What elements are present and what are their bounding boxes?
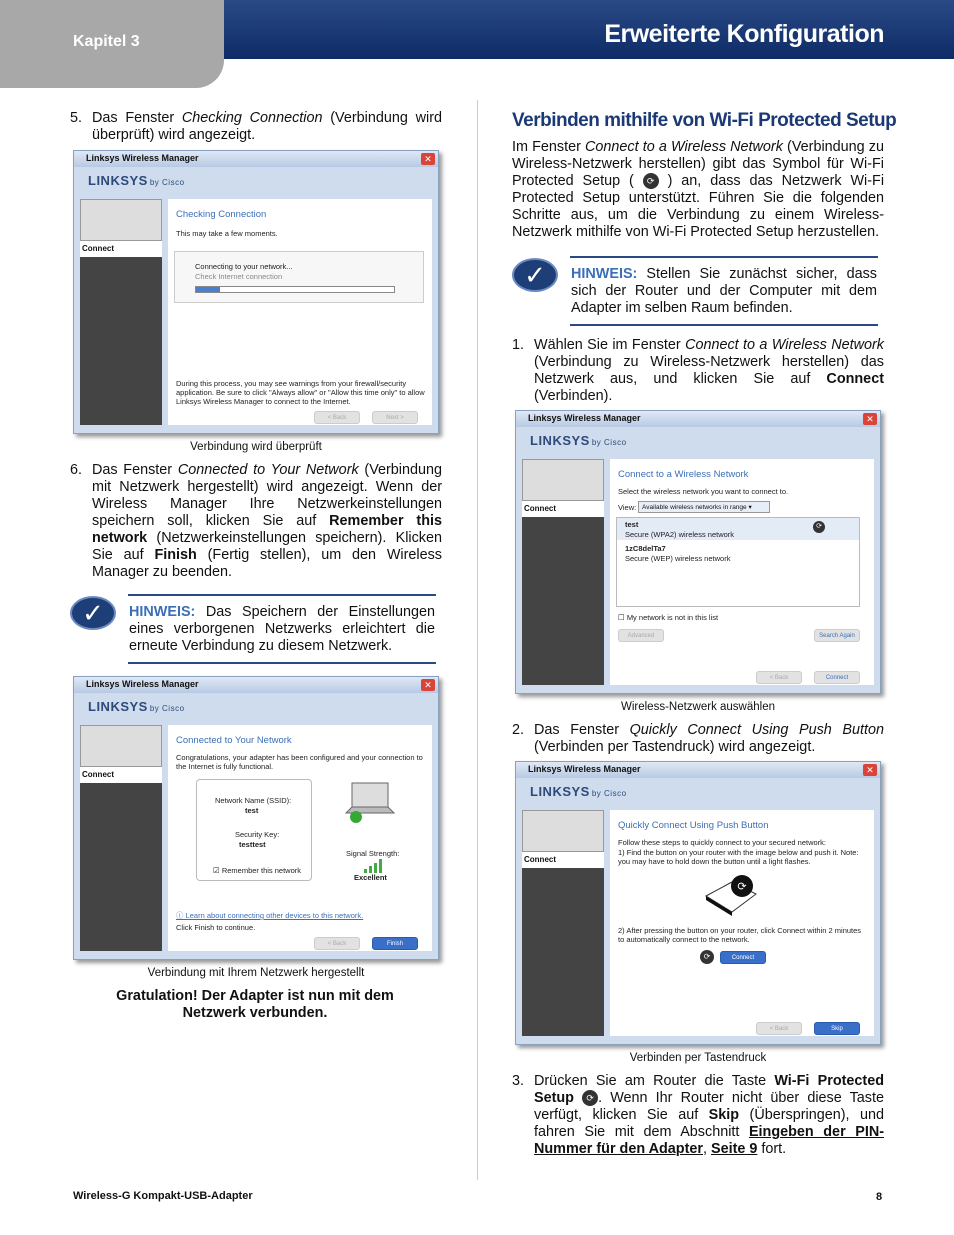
sidebar-item-connect[interactable]: Connect: [522, 501, 604, 517]
text: ) an, dass das Netzwerk Wi-Fi Protected Setup unterstützt. Führen Sie die folgenden Schritte aus, um die Verbindung zu einem Wireless-Netzwerk mithilfe von Wi-Fi Protected Setup herzustellen.: [512, 173, 885, 240]
footer-product: Wireless-G Kompakt-USB-Adapter: [73, 1190, 253, 1202]
text-bold: Remember this network: [92, 513, 442, 546]
linksys-logo: [530, 784, 627, 799]
advanced-button[interactable]: Advanced: [618, 629, 664, 642]
text-italic: Connected to Your Network: [177, 462, 359, 478]
step-number: 5.: [70, 110, 83, 126]
laptop-icon: [344, 781, 394, 815]
screenshot-checking-connection: [73, 150, 439, 434]
screenshot-connected: [73, 676, 439, 960]
panel-heading: Connect to a Wireless Network: [618, 469, 749, 480]
signal-label: Signal Strength:: [346, 849, 400, 858]
caption-1: Verbindung wird überprüft: [190, 441, 322, 453]
linksys-logo: [88, 699, 185, 714]
view-value: Available wireless networks in range: [642, 504, 747, 511]
text: (Verbindung mit Netzwerk hergestellt) wird angezeigt. Wenn der Wireless Manager Ihre Netzwerkeinstellungen speichern soll, klicken Sie auf: [92, 462, 443, 529]
note-label: HINWEIS:: [129, 604, 196, 620]
wps-icon: ⟳: [813, 521, 825, 533]
link-text: Learn about connecting other devices to this network.: [185, 911, 364, 920]
router-icon: [702, 872, 762, 919]
note-body: Stellen Sie zunächst sicher, dass sich der Router und der Computer mit dem Adapter im selben Raum befinden.: [571, 266, 877, 316]
progress-box: [174, 251, 424, 303]
sidebar-image: [522, 459, 604, 501]
view-label: View:: [618, 503, 637, 512]
step-number: 6.: [70, 462, 83, 478]
note-label: HINWEIS:: [571, 266, 638, 282]
text-italic: Checking Connection: [181, 110, 323, 126]
screenshot-push-button: [515, 761, 881, 1045]
close-icon[interactable]: ✕: [421, 153, 435, 165]
step-number: 1.: [512, 337, 525, 353]
text: (Verbindung zu Wireless-Netzwerk herstellen) gibt das Symbol für Wi-Fi Protected Setup (: [512, 139, 884, 189]
text: (Verbinden).: [534, 388, 613, 404]
window-title: Linksys Wireless Manager: [74, 677, 438, 693]
caption-4: Verbinden per Tastendruck: [629, 1052, 767, 1064]
text: (Verbindung wird überprüft) wird angezeigt.: [92, 110, 442, 143]
page-title: Erweiterte Konfiguration: [604, 20, 884, 48]
text: fort.: [757, 1141, 787, 1157]
wps-icon: ⟳: [700, 950, 714, 964]
sidebar-item-connect[interactable]: Connect: [80, 241, 162, 257]
remember-checkbox[interactable]: ☑ Remember this network: [213, 866, 302, 875]
firewall-info: During this process, you may see warnings from your firewall/security application. Be sure to click "Always allow" or "Allow this time only" to allow Linksys Wireless Manager to connect to the Internet.: [176, 379, 425, 406]
connect-button[interactable]: Connect: [814, 671, 860, 684]
step-number: 2.: [512, 722, 525, 738]
step-2-text: 2) After pressing the button on your router, click Connect within 2 minutes to automatically connect to the network.: [618, 926, 862, 944]
progress-fill: [196, 287, 220, 292]
content-panel: [168, 199, 432, 425]
not-in-list-label: My network is not in this list: [626, 613, 719, 622]
caption-2: Verbindung mit Ihrem Netzwerk hergestellt: [147, 967, 365, 979]
text: (Überspringen), und fahren Sie mit dem Abschnitt: [534, 1107, 884, 1140]
logo-text: LINKSYS: [88, 173, 148, 188]
content-panel: [610, 459, 874, 685]
logo-sub: by Cisco: [149, 178, 185, 187]
back-button[interactable]: < Back: [314, 937, 360, 950]
close-icon[interactable]: ✕: [863, 413, 877, 425]
congrats-text: Gratulation! Der Adapter ist nun mit dem Netzwerk verbunden.: [116, 988, 394, 1021]
search-again-button[interactable]: Search Again: [814, 629, 860, 642]
text-italic: Connect to a Wireless Network: [585, 139, 783, 155]
window-title: Linksys Wireless Manager: [516, 762, 880, 778]
screenshot-select-network: [515, 410, 881, 694]
skip-button[interactable]: Skip: [814, 1022, 860, 1035]
wps-icon: ⟳: [643, 173, 659, 189]
logo-sub: by Cisco: [591, 789, 627, 798]
text: (Fertig stellen), um den Wireless Manager zu beenden.: [92, 547, 442, 580]
logo-text: LINKSYS: [530, 433, 590, 448]
network-info-box: [196, 779, 312, 881]
logo-sub: by Cisco: [149, 704, 185, 713]
network-name: 1zC8delTa7: [625, 544, 666, 553]
text-bold: Wi-Fi Protected Setup: [534, 1073, 884, 1106]
sidebar: [80, 199, 162, 425]
text: Wählen Sie im Fenster: [534, 337, 686, 353]
network-security: Secure (WEP) wireless network: [625, 554, 731, 563]
sidebar-image: [80, 725, 162, 767]
note-rule-top: [128, 594, 436, 596]
caption-3: Wireless-Netzwerk auswählen: [620, 701, 776, 713]
view-select[interactable]: Available wireless networks in range ▾: [638, 501, 770, 513]
chapter-label: Kapitel 3: [73, 33, 140, 50]
learn-link[interactable]: ⓘ Learn about connecting other devices to this network.: [176, 911, 364, 920]
content-panel: [168, 725, 432, 951]
network-name: test: [625, 520, 639, 529]
checkmark-icon: ✓: [70, 596, 116, 630]
finish-button[interactable]: Finish: [372, 937, 418, 950]
text: Das Fenster: [92, 462, 178, 478]
wps-icon: ⟳: [582, 1090, 598, 1106]
remember-label: Remember this network: [221, 866, 302, 875]
note-rule-top: [570, 256, 878, 258]
text: . Wenn Ihr Router nicht über diese Taste verfügt, klicken Sie auf: [534, 1090, 884, 1123]
text-italic: Connect to a Wireless Network: [685, 337, 885, 353]
note-right: [512, 256, 878, 328]
panel-subtitle: Select the wireless network you want to connect to.: [618, 487, 789, 496]
text: ,: [702, 1141, 711, 1157]
page-header: [0, 0, 954, 88]
ssid-value: test: [245, 806, 259, 815]
text: Im Fenster: [512, 139, 586, 155]
back-button[interactable]: < Back: [756, 1022, 802, 1035]
not-in-list-checkbox[interactable]: ☐ My network is not in this list: [618, 613, 719, 622]
svg-text:⟳: ⟳: [737, 880, 747, 893]
note-rule-bottom: [128, 662, 436, 664]
next-button[interactable]: Next >: [372, 411, 418, 424]
content-panel: [610, 810, 874, 1036]
logo-text: LINKSYS: [530, 784, 590, 799]
section-heading: Verbinden mithilfe von Wi-Fi Protected Setup: [512, 110, 897, 131]
linksys-logo: [88, 173, 185, 188]
note-body: Das Speichern der Einstellungen eines verborgenen Netzwerks erleichtert die erneute Verbindung zu diesem Netzwerk.: [129, 604, 435, 654]
page-number: 8: [876, 1191, 883, 1203]
network-list: [616, 517, 860, 607]
back-button[interactable]: < Back: [314, 411, 360, 424]
connect-button[interactable]: Connect: [720, 951, 766, 964]
linksys-logo: [530, 433, 627, 448]
panel-heading: Checking Connection: [176, 209, 267, 220]
sidebar-item-connect[interactable]: Connect: [80, 767, 162, 783]
back-button[interactable]: < Back: [756, 671, 802, 684]
panel-subtitle: This may take a few moments.: [176, 229, 278, 238]
progress-item-2: Check Internet connection: [195, 272, 283, 281]
network-row-2[interactable]: [617, 542, 859, 564]
text-bold: Connect: [826, 371, 884, 387]
step-1-text: 1) Find the button on your router with the image below and push it. Note: you may have to hold down the button until a light flashes.: [618, 848, 859, 866]
network-security: Secure (WPA2) wireless network: [625, 530, 735, 539]
panel-heading: Connected to Your Network: [176, 735, 292, 746]
note-text: [571, 266, 877, 317]
note-rule-bottom: [570, 324, 878, 326]
panel-heading: Quickly Connect Using Push Button: [618, 820, 769, 831]
sidebar-image: [522, 810, 604, 852]
window-title: Linksys Wireless Manager: [74, 151, 438, 167]
window-title: Linksys Wireless Manager: [516, 411, 880, 427]
panel-subtitle: Congratulations, your adapter has been configured and your connection to the Internet is fully functional.: [176, 753, 423, 771]
close-icon[interactable]: ✕: [421, 679, 435, 691]
progress-bar: [195, 286, 395, 293]
ssid-label: Network Name (SSID):: [215, 796, 292, 805]
text: Das Fenster: [92, 110, 182, 126]
sidebar: [522, 459, 604, 685]
text: Das Fenster: [534, 722, 630, 738]
close-icon[interactable]: ✕: [863, 764, 877, 776]
note-left: [70, 594, 436, 666]
sidebar: [522, 810, 604, 1036]
sidebar-item-connect[interactable]: Connect: [522, 852, 604, 868]
text: (Netzwerkeinstellungen speichern). Klicken Sie auf: [92, 530, 442, 563]
text-bold: Finish: [154, 547, 197, 563]
checkmark-icon: ✓: [512, 258, 558, 292]
key-value: testtest: [239, 840, 266, 849]
logo-sub: by Cisco: [591, 438, 627, 447]
text: (Verbindung zu Wireless-Netzwerk herstellen) das Netzwerk aus, und klicken Sie auf: [534, 354, 884, 387]
text: (Verbinden per Tastendruck) wird angezeigt.: [534, 739, 816, 755]
note-text: [129, 604, 435, 655]
column-divider: [477, 100, 478, 1180]
progress-item-1: Connecting to your network...: [195, 262, 293, 271]
sidebar: [80, 725, 162, 951]
panel-subtitle: Follow these steps to quickly connect to your secured network:: [618, 838, 827, 847]
finish-text: Click Finish to continue.: [176, 923, 256, 932]
text-bold: Skip: [708, 1107, 740, 1123]
key-label: Security Key:: [235, 830, 280, 839]
intro-paragraph: [512, 139, 884, 241]
text: Drücken Sie am Router die Taste: [534, 1073, 775, 1089]
logo-text: LINKSYS: [88, 699, 148, 714]
signal-value: Excellent: [354, 873, 387, 882]
section-link[interactable]: Eingeben der PIN-Nummer für den Adapter: [534, 1124, 885, 1157]
sidebar-image: [80, 199, 162, 241]
step-number: 3.: [512, 1073, 525, 1089]
page-link[interactable]: Seite 9: [710, 1141, 758, 1157]
network-row-1[interactable]: [617, 518, 859, 540]
text-italic: Quickly Connect Using Push Button: [629, 722, 884, 738]
